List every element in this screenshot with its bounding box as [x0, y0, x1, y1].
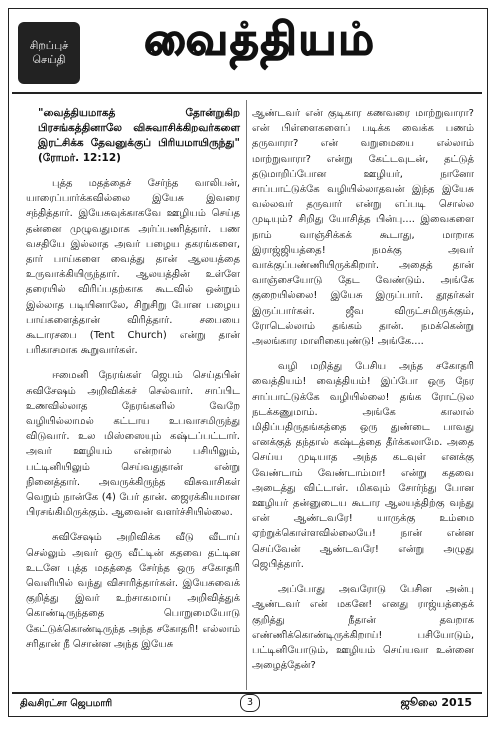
page-footer — [12, 694, 482, 712]
paragraph-6: அப்போது அவரோடு பேசின அன்பு ஆண்டவர் என் மகனே! எனது ராஜ்யத்தைக் குறித்து நீதான் தவறாக எண்ணிக்கொண்டிருக்கிறாய்! பசியோடும், பட்டினியோடும், ஊழியம் செய்யவா உன்னை அழைத்தேன்? — [252, 584, 474, 672]
left-column — [26, 106, 240, 652]
badge-line-1: சிறப்புச் — [29, 39, 69, 52]
paragraph-1: புத்த மதத்தைச் சேர்ந்த வாலிபன், யாரைப்பார்க்கவில்லை இயேசு இவரை சந்தித்தார். இயேசுவுக்காகவே ஊழியம் செய்த தன்னை முழுவதுமாக அர்ப்பணித்தார். பண வசதியே இல்லாத அவர் பழைய தகரங்களை, தார் பாய்களை வைத்து தான் ஆலயத்தை உருவாக்கியிருந்தார். ஆலயத்தின் உள்ளே தரையில் விரிப்பதற்காக கூடவில் ஒன்றும் இல்லாத படியினாலே, சிறுசிறு போன பழைய பாய்களைத்தான் விரித்தார். சபையை கூடாரசபை (Tent Church) என்று தான் பரிகாசமாக கூறுவார்கள். — [26, 178, 240, 357]
badge-line-2: செய்தி — [32, 53, 66, 66]
footer-publication: திவசிரட்சா ஜெபமாரி — [20, 698, 113, 709]
footer-date: ஜூலை 2015 — [400, 696, 472, 709]
column-divider — [246, 100, 247, 690]
right-column — [252, 106, 474, 673]
paragraph-2: ஈமைனி நேரங்கள் ஜெபம் செய்தபின் சுவிசேஷம் அறிவிக்கச் செல்வார். சாப்பிட உணவில்லாத நேரங்களில் வேறே வழியில்லாமல் கட்டாய உபவாசமிருந்து விடுவார். உல மிஸ்ஸையும் கஷ்டப்பட்டார். அவர் ஊழியம் என்றால் பசியிலும், பட்டினியிலும் செய்வதுதான் என்று நினைத்தார். அவருக்கிருந்த விசுவாசிகள் வெறும் நான்கே (4) பேர் தான். ஜைரக்கியமான பிரசங்கிமிருக்கும். ஆவைன் வளர்ச்சியில்லை. — [26, 370, 240, 519]
masthead-title: வைத்தியம் — [144, 14, 376, 65]
paragraph-3: சுவிசேஷம் அறிவிக்க வீடு வீடாய் செல்லும் அவர் ஒரு வீட்டின் கதவை தட்டின உடனே புத்த மதத்தை சேர்ந்த ஒரு சகோதரி வெளியில் வந்து விசாரித்தார்கள். இயேசுவைக் குறித்து இவர் உற்சாகமாய் அறிவித்துக் கொண்டிருந்ததை பொறுமையோடு கேட்டுக்கொண்டிருந்த அந்த சகோதரி! எல்லாம் சரிதான் நீ சொன்ன அந்த இயேசு — [26, 532, 240, 650]
paragraph-4: ஆண்டவர் என் குடிகார கணவரை மாற்றுவாரா? என் பிள்ளைகளைப் படிக்க வைக்க பணம் தருவாரா? என் வறுமையை எல்லாம் மாற்றுவாரா? என்று கேட்டவுடன், தட்டுத் தடுமாறிப்போன ஊழியர், நானோ சாப்பாட்டுக்கே வழியில்லாதவன் இந்த இயேசு வல்லவர் தருவார் என்று எப்படி சொல்ல முடியும்? சிறிது யோசித்த பின்பு.... இவைகளை நாம் வாஞ்சிக்கக் கூடாது, மாறாக இராஜ்ஜியத்தை! நமக்கு அவர் வாக்குப்பண்ணியிருக்கிறார். அதைத் தான் வாஞ்சையோடு தேட வேண்டும். அங்கே குறையில்லை! இயேசு இருப்பார். தூதர்கள் இருப்பார்கள். ஜீவ விருட்சமிருக்கும், ரோடெல்லாம் தங்கம் தான். நமக்கென்று அலங்கார மாளிகையுண்டு! அங்கே.... — [252, 108, 474, 348]
page-number: 3 — [240, 694, 260, 712]
header-divider — [12, 92, 482, 94]
paragraph-5: வழி மறித்து பேசிய அந்த சகோதரி வைத்தியம்! வைத்தியம்! இப்போ ஒரு நேர சாப்பாட்டுக்கே வழியில்லை! தங்க ரோட்டுல நடக்கணுமாம். அங்கே காலால் மிதிப்பதிருதங்கத்தை ஒரு துண்டை பாவது எனக்குத் தந்தால் கஷ்டத்தை தீர்க்கலாமே. அதை செய்ய முடியாத அந்த கடவுள் எனக்கு வேண்டாம் வேண்டாம்மா! என்று கதவை அடைத்து விட்டாள். மிகவும் சோர்ந்து போன ஊழியர் தன்னுடைய கூடார ஆலயத்திற்கு வந்து என் ஆண்டவரே! யாருக்கு உம்மை ஏற்றுக்கொள்ளவில்லையே! நான் என்ன செய்வேன் ஆண்டவரே! என்று அழுது ஜெபித்தார். — [252, 361, 474, 570]
bible-quote: "வைத்தியமாகத் தோன்றுகிற பிரசங்கத்தினாலே விசுவாசிக்கிறவர்களை இரட்சிக்க தேவனுக்குப் பிரியமாயிருந்து" (ரோமர். 12:12) — [38, 107, 240, 164]
special-news-badge — [18, 22, 80, 84]
